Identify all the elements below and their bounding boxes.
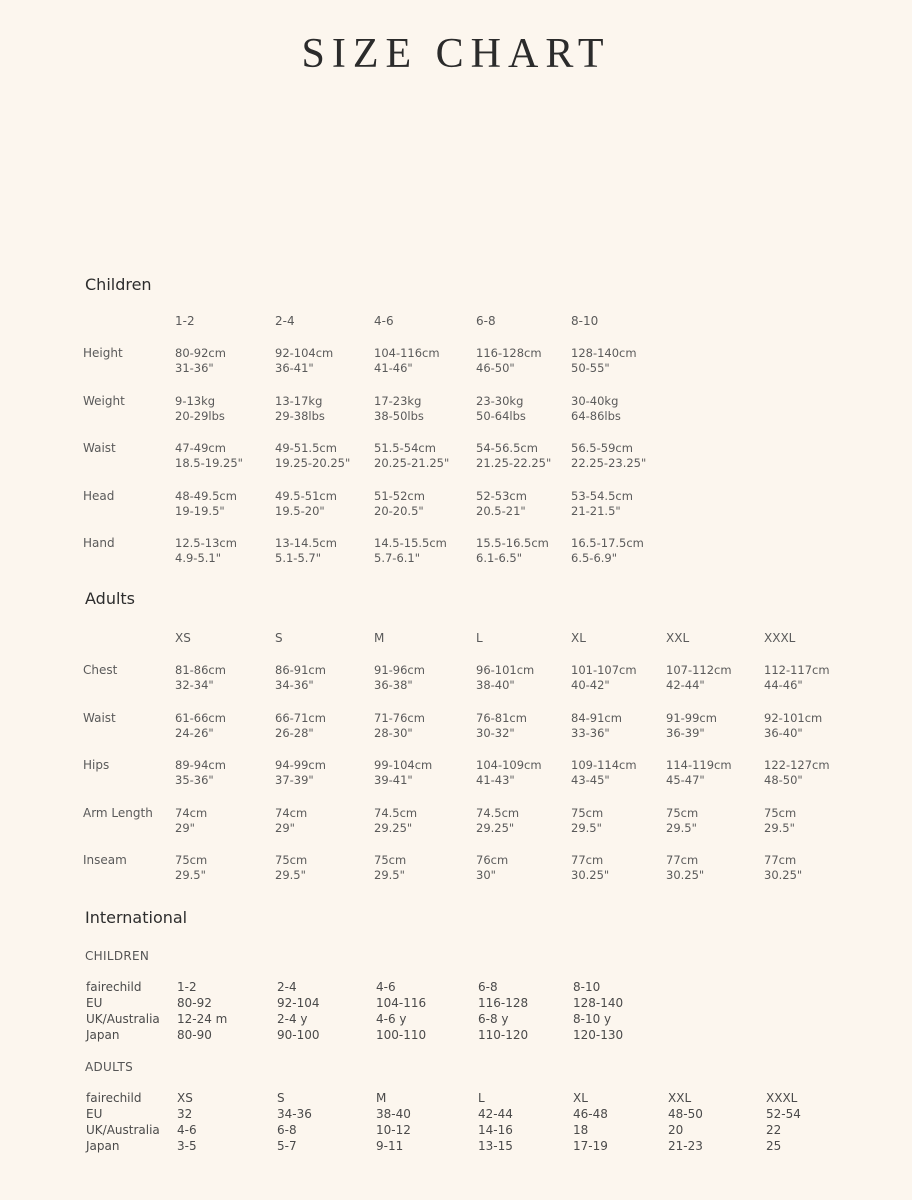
metric-value: 104-116cm [374, 346, 440, 360]
table-cell [275, 853, 307, 883]
metric-value: 49-51.5cm [275, 441, 337, 455]
metric-value: 74cm [175, 805, 208, 820]
intl-row-label: EU [86, 996, 103, 1010]
table-cell [764, 663, 830, 693]
table-cell [175, 806, 207, 836]
size-header: M [374, 631, 385, 645]
page-title: SIZE CHART [301, 31, 611, 77]
imperial-value: 41-43" [476, 773, 515, 787]
imperial-value: 30" [476, 868, 496, 882]
intl-cell: 25 [766, 1139, 782, 1153]
imperial-value: 38-50lbs [374, 408, 424, 423]
intl-cell: 80-90 [177, 1028, 212, 1042]
table-cell [175, 489, 237, 519]
metric-value: 56.5-59cm [571, 441, 633, 455]
table-cell [666, 711, 717, 741]
imperial-value: 20.5-21" [476, 503, 526, 518]
metric-value: 109-114cm [571, 758, 637, 772]
table-cell [275, 441, 350, 471]
imperial-value: 38-40" [476, 678, 515, 692]
table-cell [571, 536, 644, 566]
table-cell [175, 394, 225, 424]
intl-cell: 2-4 y [277, 1012, 308, 1026]
table-cell [476, 758, 542, 788]
metric-value: 75cm [764, 805, 797, 820]
metric-value: 13-14.5cm [275, 536, 337, 550]
imperial-value: 18.5-19.25" [175, 456, 243, 470]
intl-cell: 3-5 [177, 1139, 197, 1153]
metric-value: 14.5-15.5cm [374, 536, 447, 550]
table-cell [374, 806, 417, 836]
table-cell [374, 394, 424, 424]
intl-cell: 22 [766, 1123, 782, 1137]
table-cell [275, 346, 333, 376]
intl-cell: 80-92 [177, 996, 212, 1010]
imperial-value: 29.5" [275, 868, 306, 882]
table-cell [275, 758, 326, 788]
table-cell [476, 489, 527, 519]
table-cell [275, 394, 325, 424]
metric-value: 54-56.5cm [476, 441, 538, 455]
imperial-value: 6.1-6.5" [476, 551, 523, 565]
table-cell [476, 711, 527, 741]
imperial-value: 29.25" [476, 820, 515, 835]
children-section-title: Children [85, 275, 152, 294]
metric-value: 99-104cm [374, 758, 433, 772]
metric-value: 84-91cm [571, 710, 622, 725]
metric-value: 66-71cm [275, 710, 326, 725]
size-header: 4-6 [374, 314, 394, 328]
size-header: S [275, 631, 283, 645]
metric-value: 49.5-51cm [275, 488, 337, 503]
intl-cell: 32 [177, 1107, 193, 1121]
imperial-value: 36-41" [275, 361, 314, 375]
adults-section-title: Adults [85, 589, 136, 608]
table-cell [476, 346, 542, 376]
imperial-value: 46-50" [476, 361, 515, 375]
imperial-value: 50-64lbs [476, 408, 526, 423]
table-cell [571, 663, 637, 693]
metric-value: 92-101cm [764, 710, 823, 725]
intl-cell: 20 [668, 1123, 684, 1137]
intl-cell: 21-23 [668, 1139, 703, 1153]
metric-value: 107-112cm [666, 663, 732, 677]
metric-value: 51-52cm [374, 488, 425, 503]
metric-value: 86-91cm [275, 663, 326, 677]
intl-cell: 8-10 y [573, 1012, 612, 1026]
intl-row-label: Japan [86, 1028, 120, 1042]
row-label: Waist [83, 710, 116, 725]
table-cell [666, 758, 732, 788]
imperial-value: 32-34" [175, 678, 214, 692]
table-cell [666, 806, 698, 836]
imperial-value: 29.5" [571, 820, 602, 835]
metric-value: 122-127cm [764, 758, 830, 772]
table-cell [764, 758, 830, 788]
metric-value: 53-54.5cm [571, 488, 633, 503]
table-cell [764, 806, 796, 836]
metric-value: 30-40kg [571, 393, 619, 408]
intl-cell: 10-12 [376, 1123, 411, 1137]
intl-cell: 5-7 [277, 1139, 297, 1153]
table-cell [571, 758, 637, 788]
metric-value: 74.5cm [374, 805, 418, 820]
table-cell [571, 711, 622, 741]
intl-cell: 52-54 [766, 1107, 801, 1121]
metric-value: 81-86cm [175, 663, 226, 677]
imperial-value: 29" [175, 820, 195, 835]
imperial-value: 29.5" [374, 868, 405, 882]
table-cell [374, 758, 432, 788]
intl-cell: 38-40 [376, 1107, 411, 1121]
table-cell [666, 663, 732, 693]
size-header: 1-2 [175, 314, 195, 328]
size-header: 8-10 [571, 314, 599, 328]
table-cell [571, 806, 603, 836]
table-cell [764, 711, 822, 741]
metric-value: 77cm [571, 853, 604, 867]
table-cell [175, 853, 207, 883]
table-cell [175, 441, 243, 471]
metric-value: 16.5-17.5cm [571, 536, 644, 550]
metric-value: 74cm [275, 805, 308, 820]
table-cell [275, 489, 337, 519]
size-header: XL [571, 631, 586, 645]
table-cell [476, 663, 534, 693]
imperial-value: 24-26" [175, 725, 214, 740]
intl-cell: XXL [668, 1091, 692, 1105]
row-label: Hips [83, 758, 110, 772]
intl-cell: M [376, 1091, 387, 1105]
imperial-value: 41-46" [374, 361, 413, 375]
international-adults-subtitle: ADULTS [85, 1060, 134, 1074]
metric-value: 61-66cm [175, 710, 226, 725]
imperial-value: 30-32" [476, 725, 515, 740]
metric-value: 15.5-16.5cm [476, 536, 549, 550]
imperial-value: 21-21.5" [571, 503, 621, 518]
table-cell [275, 663, 326, 693]
intl-row-label: fairechild [86, 1091, 142, 1105]
metric-value: 52-53cm [476, 488, 527, 503]
table-cell [571, 441, 646, 471]
intl-cell: 8-10 [573, 980, 601, 994]
table-cell [764, 853, 802, 883]
size-header: 2-4 [275, 314, 295, 328]
intl-cell: 104-116 [376, 996, 427, 1010]
imperial-value: 50-55" [571, 361, 610, 375]
metric-value: 74.5cm [476, 805, 520, 820]
table-cell [374, 711, 425, 741]
intl-row-label: UK/Australia [86, 1012, 160, 1026]
table-cell [374, 536, 447, 566]
imperial-value: 30.25" [764, 868, 803, 882]
table-cell [175, 663, 226, 693]
imperial-value: 43-45" [571, 773, 610, 787]
table-cell [374, 853, 406, 883]
table-cell [374, 346, 440, 376]
metric-value: 75cm [275, 853, 308, 867]
intl-cell: 4-6 [177, 1123, 197, 1137]
imperial-value: 6.5-6.9" [571, 551, 618, 565]
table-cell [275, 711, 326, 741]
metric-value: 47-49cm [175, 441, 226, 455]
imperial-value: 5.7-6.1" [374, 551, 421, 565]
metric-value: 104-109cm [476, 758, 542, 772]
metric-value: 91-96cm [374, 663, 425, 677]
imperial-value: 36-38" [374, 678, 413, 692]
metric-value: 96-101cm [476, 663, 535, 677]
table-cell [374, 663, 425, 693]
metric-value: 114-119cm [666, 758, 732, 772]
imperial-value: 28-30" [374, 725, 413, 740]
row-label: Arm Length [83, 805, 153, 820]
intl-row-label: fairechild [86, 980, 142, 994]
metric-value: 76cm [476, 853, 509, 867]
imperial-value: 26-28" [275, 725, 314, 740]
intl-cell: 13-15 [478, 1139, 513, 1153]
imperial-value: 33-36" [571, 725, 610, 740]
metric-value: 51.5-54cm [374, 441, 436, 455]
metric-value: 77cm [666, 853, 699, 867]
size-header: XXL [666, 631, 690, 645]
metric-value: 13-17kg [275, 393, 323, 408]
imperial-value: 20-29lbs [175, 408, 225, 423]
intl-cell: 9-11 [376, 1139, 404, 1153]
intl-cell: 14-16 [478, 1123, 513, 1137]
imperial-value: 29" [275, 820, 295, 835]
metric-value: 89-94cm [175, 758, 226, 772]
intl-cell: XS [177, 1091, 193, 1105]
imperial-value: 40-42" [571, 678, 610, 692]
intl-cell: 34-36 [277, 1107, 312, 1121]
intl-cell: 48-50 [668, 1107, 703, 1121]
metric-value: 92-104cm [275, 346, 334, 360]
metric-value: 75cm [666, 805, 699, 820]
row-label: Waist [83, 441, 116, 455]
metric-value: 80-92cm [175, 346, 226, 360]
metric-value: 77cm [764, 853, 797, 867]
metric-value: 116-128cm [476, 346, 542, 360]
size-header: XXXL [764, 631, 796, 645]
table-cell [666, 853, 704, 883]
metric-value: 76-81cm [476, 710, 527, 725]
intl-cell: 110-120 [478, 1028, 529, 1042]
imperial-value: 35-36" [175, 773, 214, 787]
intl-cell: 1-2 [177, 980, 197, 994]
table-cell [374, 489, 425, 519]
size-header: 6-8 [476, 314, 496, 328]
intl-cell: 17-19 [573, 1139, 608, 1153]
imperial-value: 19.5-20" [275, 503, 325, 518]
intl-cell: 4-6 [376, 980, 396, 994]
row-label: Chest [83, 663, 118, 677]
metric-value: 94-99cm [275, 758, 326, 772]
international-children-subtitle: CHILDREN [85, 949, 150, 963]
metric-value: 91-99cm [666, 710, 717, 725]
row-label: Hand [83, 536, 115, 550]
table-cell [571, 853, 609, 883]
table-cell [476, 536, 549, 566]
intl-cell: 6-8 [478, 980, 498, 994]
intl-cell: 42-44 [478, 1107, 513, 1121]
imperial-value: 20-20.5" [374, 503, 424, 518]
row-label: Head [83, 488, 115, 503]
intl-cell: 116-128 [478, 996, 529, 1010]
imperial-value: 30.25" [666, 868, 705, 882]
imperial-value: 29.5" [764, 820, 795, 835]
intl-cell: S [277, 1091, 285, 1105]
intl-row-label: EU [86, 1107, 103, 1121]
table-cell [571, 489, 633, 519]
imperial-value: 39-41" [374, 773, 413, 787]
imperial-value: 36-39" [666, 725, 705, 740]
imperial-value: 45-47" [666, 773, 705, 787]
metric-value: 128-140cm [571, 346, 637, 360]
metric-value: 112-117cm [764, 663, 830, 677]
table-cell [476, 853, 508, 883]
metric-value: 48-49.5cm [175, 488, 237, 503]
intl-cell: 2-4 [277, 980, 297, 994]
imperial-value: 34-36" [275, 678, 314, 692]
metric-value: 75cm [571, 805, 604, 820]
imperial-value: 19-19.5" [175, 503, 225, 518]
imperial-value: 64-86lbs [571, 408, 621, 423]
size-header: XS [175, 631, 191, 645]
imperial-value: 22.25-23.25" [571, 456, 647, 470]
imperial-value: 29-38lbs [275, 408, 325, 423]
imperial-value: 20.25-21.25" [374, 456, 450, 470]
metric-value: 71-76cm [374, 710, 425, 725]
intl-cell: 4-6 y [376, 1012, 407, 1026]
table-cell [476, 441, 551, 471]
imperial-value: 4.9-5.1" [175, 551, 222, 565]
intl-cell: 12-24 m [177, 1012, 228, 1026]
intl-row-label: Japan [86, 1139, 120, 1153]
international-section-title: International [85, 908, 188, 927]
metric-value: 23-30kg [476, 393, 524, 408]
metric-value: 75cm [175, 853, 208, 867]
metric-value: 75cm [374, 853, 407, 867]
imperial-value: 30.25" [571, 868, 610, 882]
table-cell [374, 441, 449, 471]
row-label: Height [83, 346, 123, 360]
table-cell [476, 806, 519, 836]
table-cell [571, 346, 637, 376]
intl-cell: XXXL [766, 1091, 798, 1105]
table-cell [175, 711, 226, 741]
metric-value: 9-13kg [175, 393, 216, 408]
imperial-value: 36-40" [764, 725, 803, 740]
table-cell [175, 346, 226, 376]
intl-row-label: UK/Australia [86, 1123, 160, 1137]
intl-cell: L [478, 1091, 485, 1105]
table-cell [275, 806, 307, 836]
size-header: L [476, 631, 483, 645]
imperial-value: 29.5" [175, 868, 206, 882]
metric-value: 12.5-13cm [175, 536, 237, 550]
imperial-value: 37-39" [275, 773, 314, 787]
table-cell [476, 394, 526, 424]
intl-cell: 120-130 [573, 1028, 624, 1042]
imperial-value: 48-50" [764, 773, 803, 787]
row-label: Inseam [83, 853, 127, 867]
intl-cell: 6-8 y [478, 1012, 509, 1026]
imperial-value: 31-36" [175, 361, 214, 375]
intl-cell: 18 [573, 1123, 589, 1137]
intl-cell: 100-110 [376, 1028, 427, 1042]
row-label: Weight [83, 393, 125, 408]
metric-value: 17-23kg [374, 393, 422, 408]
imperial-value: 44-46" [764, 678, 803, 692]
imperial-value: 29.25" [374, 820, 413, 835]
imperial-value: 5.1-5.7" [275, 551, 322, 565]
intl-cell: 92-104 [277, 996, 320, 1010]
intl-cell: 46-48 [573, 1107, 608, 1121]
imperial-value: 19.25-20.25" [275, 456, 351, 470]
table-cell [571, 394, 621, 424]
table-cell [175, 536, 237, 566]
intl-cell: 128-140 [573, 996, 624, 1010]
table-cell [175, 758, 226, 788]
intl-cell: XL [573, 1091, 588, 1105]
intl-cell: 6-8 [277, 1123, 297, 1137]
imperial-value: 29.5" [666, 820, 697, 835]
table-cell [275, 536, 337, 566]
imperial-value: 21.25-22.25" [476, 456, 552, 470]
intl-cell: 90-100 [277, 1028, 320, 1042]
metric-value: 101-107cm [571, 663, 637, 677]
imperial-value: 42-44" [666, 678, 705, 692]
